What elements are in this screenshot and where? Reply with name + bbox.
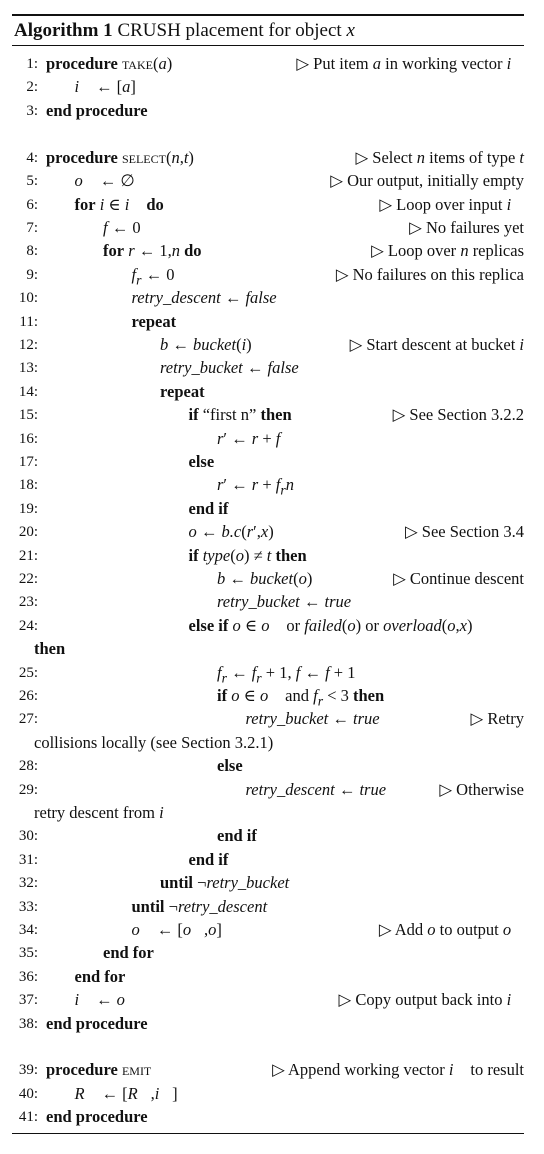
line-number: 25:	[18, 664, 38, 681]
top-rule	[12, 14, 524, 16]
caption-rule	[12, 45, 524, 46]
line-number: 1:	[26, 56, 38, 72]
line-comment: ▷ Continue descent	[393, 568, 524, 588]
algorithm-line-5	[12, 171, 524, 194]
algorithm-line-32	[12, 873, 524, 896]
line-comment: ▷ Start descent at bucket i	[349, 334, 524, 354]
line-number: 38:	[18, 1015, 38, 1032]
line-number: 7:	[26, 219, 38, 236]
line-code: end for	[103, 943, 154, 963]
line-number: 29:	[18, 781, 38, 798]
algorithm-line-38	[12, 1014, 524, 1037]
line-number: 24:	[18, 617, 38, 634]
line-number: 6:	[26, 196, 38, 213]
line-code: repeat	[160, 381, 205, 401]
line-number: 27:	[18, 711, 38, 728]
algorithm-label: Algorithm 1	[14, 20, 113, 41]
line-number: 14:	[18, 383, 38, 400]
line-code: retry_bucket ← true	[217, 592, 352, 612]
line-code: b ← bucket(i)	[160, 334, 252, 354]
line-code: retry_bucket ← true	[245, 709, 380, 729]
line-number: 12:	[18, 336, 38, 353]
algorithm-line-13	[12, 358, 524, 381]
line-comment: ▷ No failures on this replica	[335, 264, 524, 284]
algorithm-line-2	[12, 77, 524, 100]
line-code: if o ∈ o⃗ and $f_r < 3$ then	[217, 685, 385, 709]
bottom-rule	[12, 1133, 524, 1134]
algorithm-line-1	[12, 54, 524, 77]
line-code: for i ∈ i⃗ do	[74, 194, 164, 214]
algorithm-line-37	[12, 990, 524, 1013]
line-comment: ▷ Loop over input i⃗	[379, 194, 524, 214]
line-number: 34:	[18, 921, 38, 938]
line-code: end if	[188, 498, 229, 518]
line-code: if “first n” then	[188, 405, 292, 425]
line-number: 35:	[18, 945, 38, 962]
line-number: 4:	[26, 149, 38, 166]
line-comment: ▷ Copy output back into i⃗	[338, 990, 524, 1010]
algorithm-line-14	[12, 382, 524, 405]
algorithm-line-39	[12, 1060, 524, 1083]
line-number: 31:	[18, 851, 38, 868]
line-code: until ¬retry_descent	[131, 896, 268, 916]
line-code: else	[188, 451, 215, 471]
algorithm-line-12	[12, 335, 524, 358]
line-code: else	[217, 756, 243, 776]
algorithm-line-16	[12, 429, 524, 452]
algorithm-line-17	[12, 452, 524, 475]
algorithm-line-19	[12, 499, 524, 522]
line-code: o⃗ ← [o⃗,o]	[131, 919, 222, 939]
algorithm-line-8	[12, 241, 524, 264]
line-code: until ¬retry_bucket	[160, 873, 290, 893]
algorithm-line-25	[12, 663, 524, 686]
line-comment: ▷ Put item a in working vector i⃗	[296, 54, 524, 73]
algorithm-line-26	[12, 686, 524, 709]
line-code: o ← b.c(r′,x)	[188, 522, 274, 542]
algorithm-line-24	[12, 616, 524, 639]
algorithm-line-11	[12, 312, 524, 335]
line-number: 17:	[18, 453, 38, 470]
line-number: 40:	[18, 1085, 38, 1102]
line-continuation: retry descent from i	[34, 802, 164, 822]
line-code: procedure emit	[46, 1060, 152, 1080]
algorithm-line-31	[12, 850, 524, 873]
line-number: 20:	[18, 524, 38, 541]
line-comment: ▷ Add o to output o⃗	[378, 919, 524, 939]
algorithm-line-20	[12, 522, 524, 545]
line-code: f ← 0	[103, 217, 141, 237]
line-comment: ▷ Retry	[470, 709, 524, 729]
line-code: retry_bucket ← false	[160, 358, 299, 378]
line-code: end if	[217, 826, 257, 846]
line-code: o⃗ ← ∅	[74, 171, 135, 191]
algorithm-line-27	[12, 709, 524, 732]
algorithm-line-7	[12, 218, 524, 241]
algorithm-title-var: x	[346, 20, 355, 41]
line-number: 2:	[26, 79, 38, 96]
line-number: 39:	[18, 1062, 38, 1079]
algorithm-line-30	[12, 826, 524, 849]
line-code: r′ ← r + f	[217, 428, 281, 448]
algorithm-title: CRUSH placement for object	[117, 20, 342, 41]
algorithm-line-22	[12, 569, 524, 592]
line-continuation: then	[34, 639, 66, 659]
algorithm-caption	[14, 20, 355, 42]
line-comment: ▷ Append working vector i⃗ to result	[272, 1060, 524, 1080]
line-code: $f_r$ ← 0	[131, 264, 175, 287]
line-number: 10:	[18, 290, 38, 307]
line-code: R⃗ ← [R⃗,i⃗]	[74, 1083, 178, 1103]
algorithm-line-36	[12, 967, 524, 990]
line-comment: ▷ Loop over n replicas	[371, 241, 524, 261]
line-continuation: collisions locally (see Section 3.2.1)	[34, 732, 274, 752]
algorithm-line-18	[12, 475, 524, 498]
line-comment: ▷ See Section 3.2.2	[392, 405, 524, 425]
line-number: 16:	[18, 430, 38, 447]
line-number: 33:	[18, 898, 38, 915]
algorithm-line-21	[12, 546, 524, 569]
algorithm-line-6	[12, 195, 524, 218]
line-code: retry_descent ← true	[245, 779, 387, 799]
algorithm-line-4	[12, 148, 524, 171]
line-code: end for	[74, 966, 126, 986]
line-number: 5:	[26, 173, 38, 190]
line-number: 18:	[18, 477, 38, 494]
line-number: 36:	[18, 968, 38, 985]
algorithm-line-3	[12, 101, 524, 124]
line-code: else if o ∈ o⃗ or failed(o) or overload(o,x)	[188, 615, 473, 635]
line-code: end procedure	[46, 1013, 148, 1033]
line-number: 41:	[18, 1109, 38, 1126]
line-code: r′ ← $r + f_rn$	[217, 475, 294, 498]
line-code: for r ← 1,n do	[103, 241, 202, 261]
line-code: end if	[188, 849, 229, 869]
algorithm-line-34	[12, 920, 524, 943]
algorithm-line-9	[12, 265, 524, 288]
line-number: 23:	[18, 594, 38, 611]
algorithm-line-41	[12, 1107, 524, 1130]
algorithm-line-10	[12, 288, 524, 311]
algorithm-line-35	[12, 943, 524, 966]
line-code: i⃗ ← [a]	[74, 77, 136, 97]
algorithm-line-33	[12, 897, 524, 920]
line-code: procedure select(n,t)	[46, 147, 194, 167]
line-number: 30:	[18, 828, 38, 845]
line-code: repeat	[131, 311, 177, 331]
line-code: retry_descent ← false	[131, 288, 277, 308]
algorithm-line-28	[12, 756, 524, 779]
line-number: 19:	[18, 500, 38, 517]
line-number: 28:	[18, 758, 38, 775]
algorithm-line-23	[12, 592, 524, 615]
line-number: 15:	[18, 407, 38, 424]
line-code: $f_r$ ← $f_r + 1$, f ← f + 1	[217, 662, 356, 685]
algorithm-line-40	[12, 1084, 524, 1107]
algorithm-line-29	[12, 780, 524, 803]
line-number: 32:	[18, 875, 38, 892]
line-number: 11:	[19, 313, 38, 330]
line-number: 9:	[26, 266, 38, 283]
line-code: end procedure	[46, 100, 148, 120]
line-number: 8:	[26, 243, 38, 260]
line-code: end procedure	[46, 1107, 148, 1127]
line-code: i⃗ ← o⃗	[74, 990, 138, 1010]
line-number: 3:	[26, 102, 38, 119]
line-number: 21:	[18, 547, 38, 564]
line-code: b ← bucket(o)	[217, 568, 313, 588]
algorithm-line-15	[12, 405, 524, 428]
line-comment: ▷ See Section 3.4	[404, 522, 524, 542]
line-number: 22:	[18, 570, 38, 587]
line-comment: ▷ No failures yet	[409, 217, 524, 237]
line-code: if type(o) ≠ t then	[188, 545, 307, 565]
line-number: 26:	[18, 687, 38, 704]
line-code: procedure take(a)	[46, 54, 173, 73]
line-comment: ▷ Our output, initially empty	[330, 171, 524, 191]
line-number: 13:	[18, 360, 38, 377]
line-number: 37:	[18, 992, 38, 1009]
line-comment: ▷ Select n items of type t	[355, 147, 524, 167]
line-comment: ▷ Otherwise	[439, 779, 524, 799]
